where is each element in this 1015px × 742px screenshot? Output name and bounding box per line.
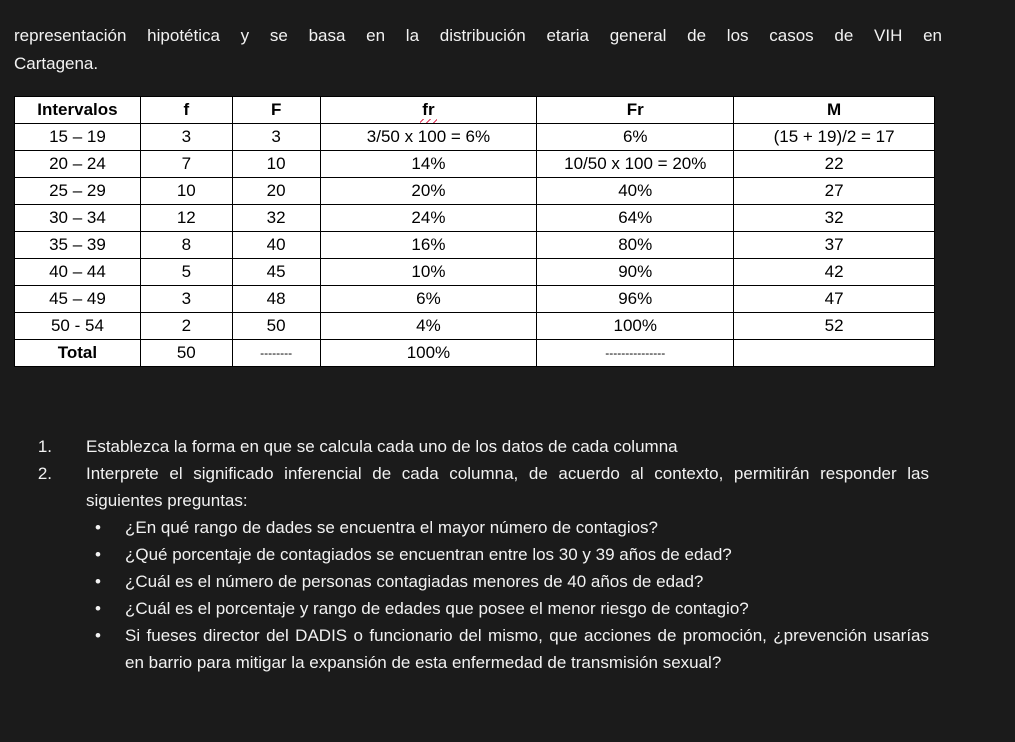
cell-F: 10 bbox=[232, 151, 320, 178]
cell-fr: 10% bbox=[320, 259, 537, 286]
table-header-row bbox=[15, 97, 935, 124]
cell-Fr: 100% bbox=[537, 313, 734, 340]
table-row bbox=[15, 178, 935, 205]
cell-intervalo: 50 - 54 bbox=[15, 313, 141, 340]
header-f: f bbox=[140, 97, 232, 124]
frequency-table bbox=[14, 96, 935, 367]
question-text: Interprete el significado inferencial de cada columna, de acuerdo al contexto, permitirán responder las siguientes preguntas: bbox=[86, 464, 929, 510]
questions-list bbox=[14, 433, 929, 676]
cell-F: 40 bbox=[232, 232, 320, 259]
cell-Fr: 96% bbox=[537, 286, 734, 313]
table-body bbox=[15, 124, 935, 367]
list-item bbox=[14, 622, 929, 676]
cell-fr: 20% bbox=[320, 178, 537, 205]
header-fr-label: fr bbox=[422, 100, 435, 119]
intro-line-1: representación hipotética y se basa en la distribución etaria general de los casos de VIH en bbox=[14, 26, 942, 45]
cell-F: 50 bbox=[232, 313, 320, 340]
list-item bbox=[14, 595, 929, 622]
bullet-icon: • bbox=[95, 572, 101, 591]
cell-intervalo: 30 – 34 bbox=[15, 205, 141, 232]
table-row bbox=[15, 313, 935, 340]
question-number: 2. bbox=[37, 464, 52, 483]
cell-fr: 24% bbox=[320, 205, 537, 232]
question-item bbox=[14, 460, 929, 514]
cell-M: 47 bbox=[734, 286, 935, 313]
total-Fr-dashes: --------------- bbox=[537, 340, 734, 367]
header-intervalos: Intervalos bbox=[15, 97, 141, 124]
bullet-icon: • bbox=[95, 599, 101, 618]
cell-f: 12 bbox=[140, 205, 232, 232]
cell-fr: 4% bbox=[320, 313, 537, 340]
bullet-icon: • bbox=[95, 518, 101, 537]
cell-Fr: 64% bbox=[537, 205, 734, 232]
cell-F: 45 bbox=[232, 259, 320, 286]
cell-f: 8 bbox=[140, 232, 232, 259]
sub-question-text: Si fueses director del DADIS o funcionario del mismo, que acciones de promoción, ¿prevención usarías en barrio para mitigar la expansión de esta enfermedad de transmisión sexual? bbox=[125, 626, 929, 672]
cell-F: 20 bbox=[232, 178, 320, 205]
cell-Fr: 40% bbox=[537, 178, 734, 205]
list-item bbox=[14, 514, 929, 541]
table-row bbox=[15, 259, 935, 286]
cell-F: 3 bbox=[232, 124, 320, 151]
cell-intervalo: 15 – 19 bbox=[15, 124, 141, 151]
intro-paragraph bbox=[14, 22, 942, 78]
cell-intervalo: 40 – 44 bbox=[15, 259, 141, 286]
cell-M: 37 bbox=[734, 232, 935, 259]
intro-line-2: Cartagena. bbox=[14, 54, 99, 73]
cell-fr: 14% bbox=[320, 151, 537, 178]
cell-Fr: 90% bbox=[537, 259, 734, 286]
cell-intervalo: 25 – 29 bbox=[15, 178, 141, 205]
header-Fr: Fr bbox=[537, 97, 734, 124]
total-fr: 100% bbox=[320, 340, 537, 367]
total-label: Total bbox=[15, 340, 141, 367]
header-fr bbox=[320, 97, 537, 124]
bullet-icon: • bbox=[95, 626, 101, 645]
sub-questions-list bbox=[14, 514, 929, 676]
cell-f: 10 bbox=[140, 178, 232, 205]
cell-Fr: 10/50 x 100 = 20% bbox=[537, 151, 734, 178]
cell-F: 48 bbox=[232, 286, 320, 313]
cell-M: 27 bbox=[734, 178, 935, 205]
header-M: M bbox=[734, 97, 935, 124]
cell-M: (15 + 19)/2 = 17 bbox=[734, 124, 935, 151]
cell-M: 22 bbox=[734, 151, 935, 178]
cell-fr: 6% bbox=[320, 286, 537, 313]
cell-F: 32 bbox=[232, 205, 320, 232]
question-text: Establezca la forma en que se calcula cada uno de los datos de cada columna bbox=[86, 437, 678, 456]
sub-question-text: ¿Qué porcentaje de contagiados se encuentran entre los 30 y 39 años de edad? bbox=[125, 545, 732, 564]
cell-f: 3 bbox=[140, 286, 232, 313]
header-F: F bbox=[232, 97, 320, 124]
total-f: 50 bbox=[140, 340, 232, 367]
cell-f: 2 bbox=[140, 313, 232, 340]
question-item bbox=[14, 433, 929, 460]
table-row bbox=[15, 232, 935, 259]
cell-intervalo: 20 – 24 bbox=[15, 151, 141, 178]
cell-Fr: 80% bbox=[537, 232, 734, 259]
total-F-dashes: -------- bbox=[232, 340, 320, 367]
question-number: 1. bbox=[37, 437, 52, 456]
sub-question-text: ¿Cuál es el número de personas contagiadas menores de 40 años de edad? bbox=[125, 572, 704, 591]
list-item bbox=[14, 541, 929, 568]
sub-question-text: ¿Cuál es el porcentaje y rango de edades que posee el menor riesgo de contagio? bbox=[125, 599, 749, 618]
cell-f: 7 bbox=[140, 151, 232, 178]
cell-fr: 16% bbox=[320, 232, 537, 259]
cell-fr: 3/50 x 100 = 6% bbox=[320, 124, 537, 151]
cell-intervalo: 35 – 39 bbox=[15, 232, 141, 259]
cell-M: 42 bbox=[734, 259, 935, 286]
sub-question-text: ¿En qué rango de dades se encuentra el mayor número de contagios? bbox=[125, 518, 659, 537]
cell-f: 5 bbox=[140, 259, 232, 286]
bullet-icon: • bbox=[95, 545, 101, 564]
table-row bbox=[15, 205, 935, 232]
table-row bbox=[15, 286, 935, 313]
cell-M: 32 bbox=[734, 205, 935, 232]
cell-M: 52 bbox=[734, 313, 935, 340]
cell-f: 3 bbox=[140, 124, 232, 151]
table-row bbox=[15, 124, 935, 151]
table-total-row bbox=[15, 340, 935, 367]
cell-intervalo: 45 – 49 bbox=[15, 286, 141, 313]
total-M bbox=[734, 340, 935, 367]
list-item bbox=[14, 568, 929, 595]
table-row bbox=[15, 151, 935, 178]
cell-Fr: 6% bbox=[537, 124, 734, 151]
